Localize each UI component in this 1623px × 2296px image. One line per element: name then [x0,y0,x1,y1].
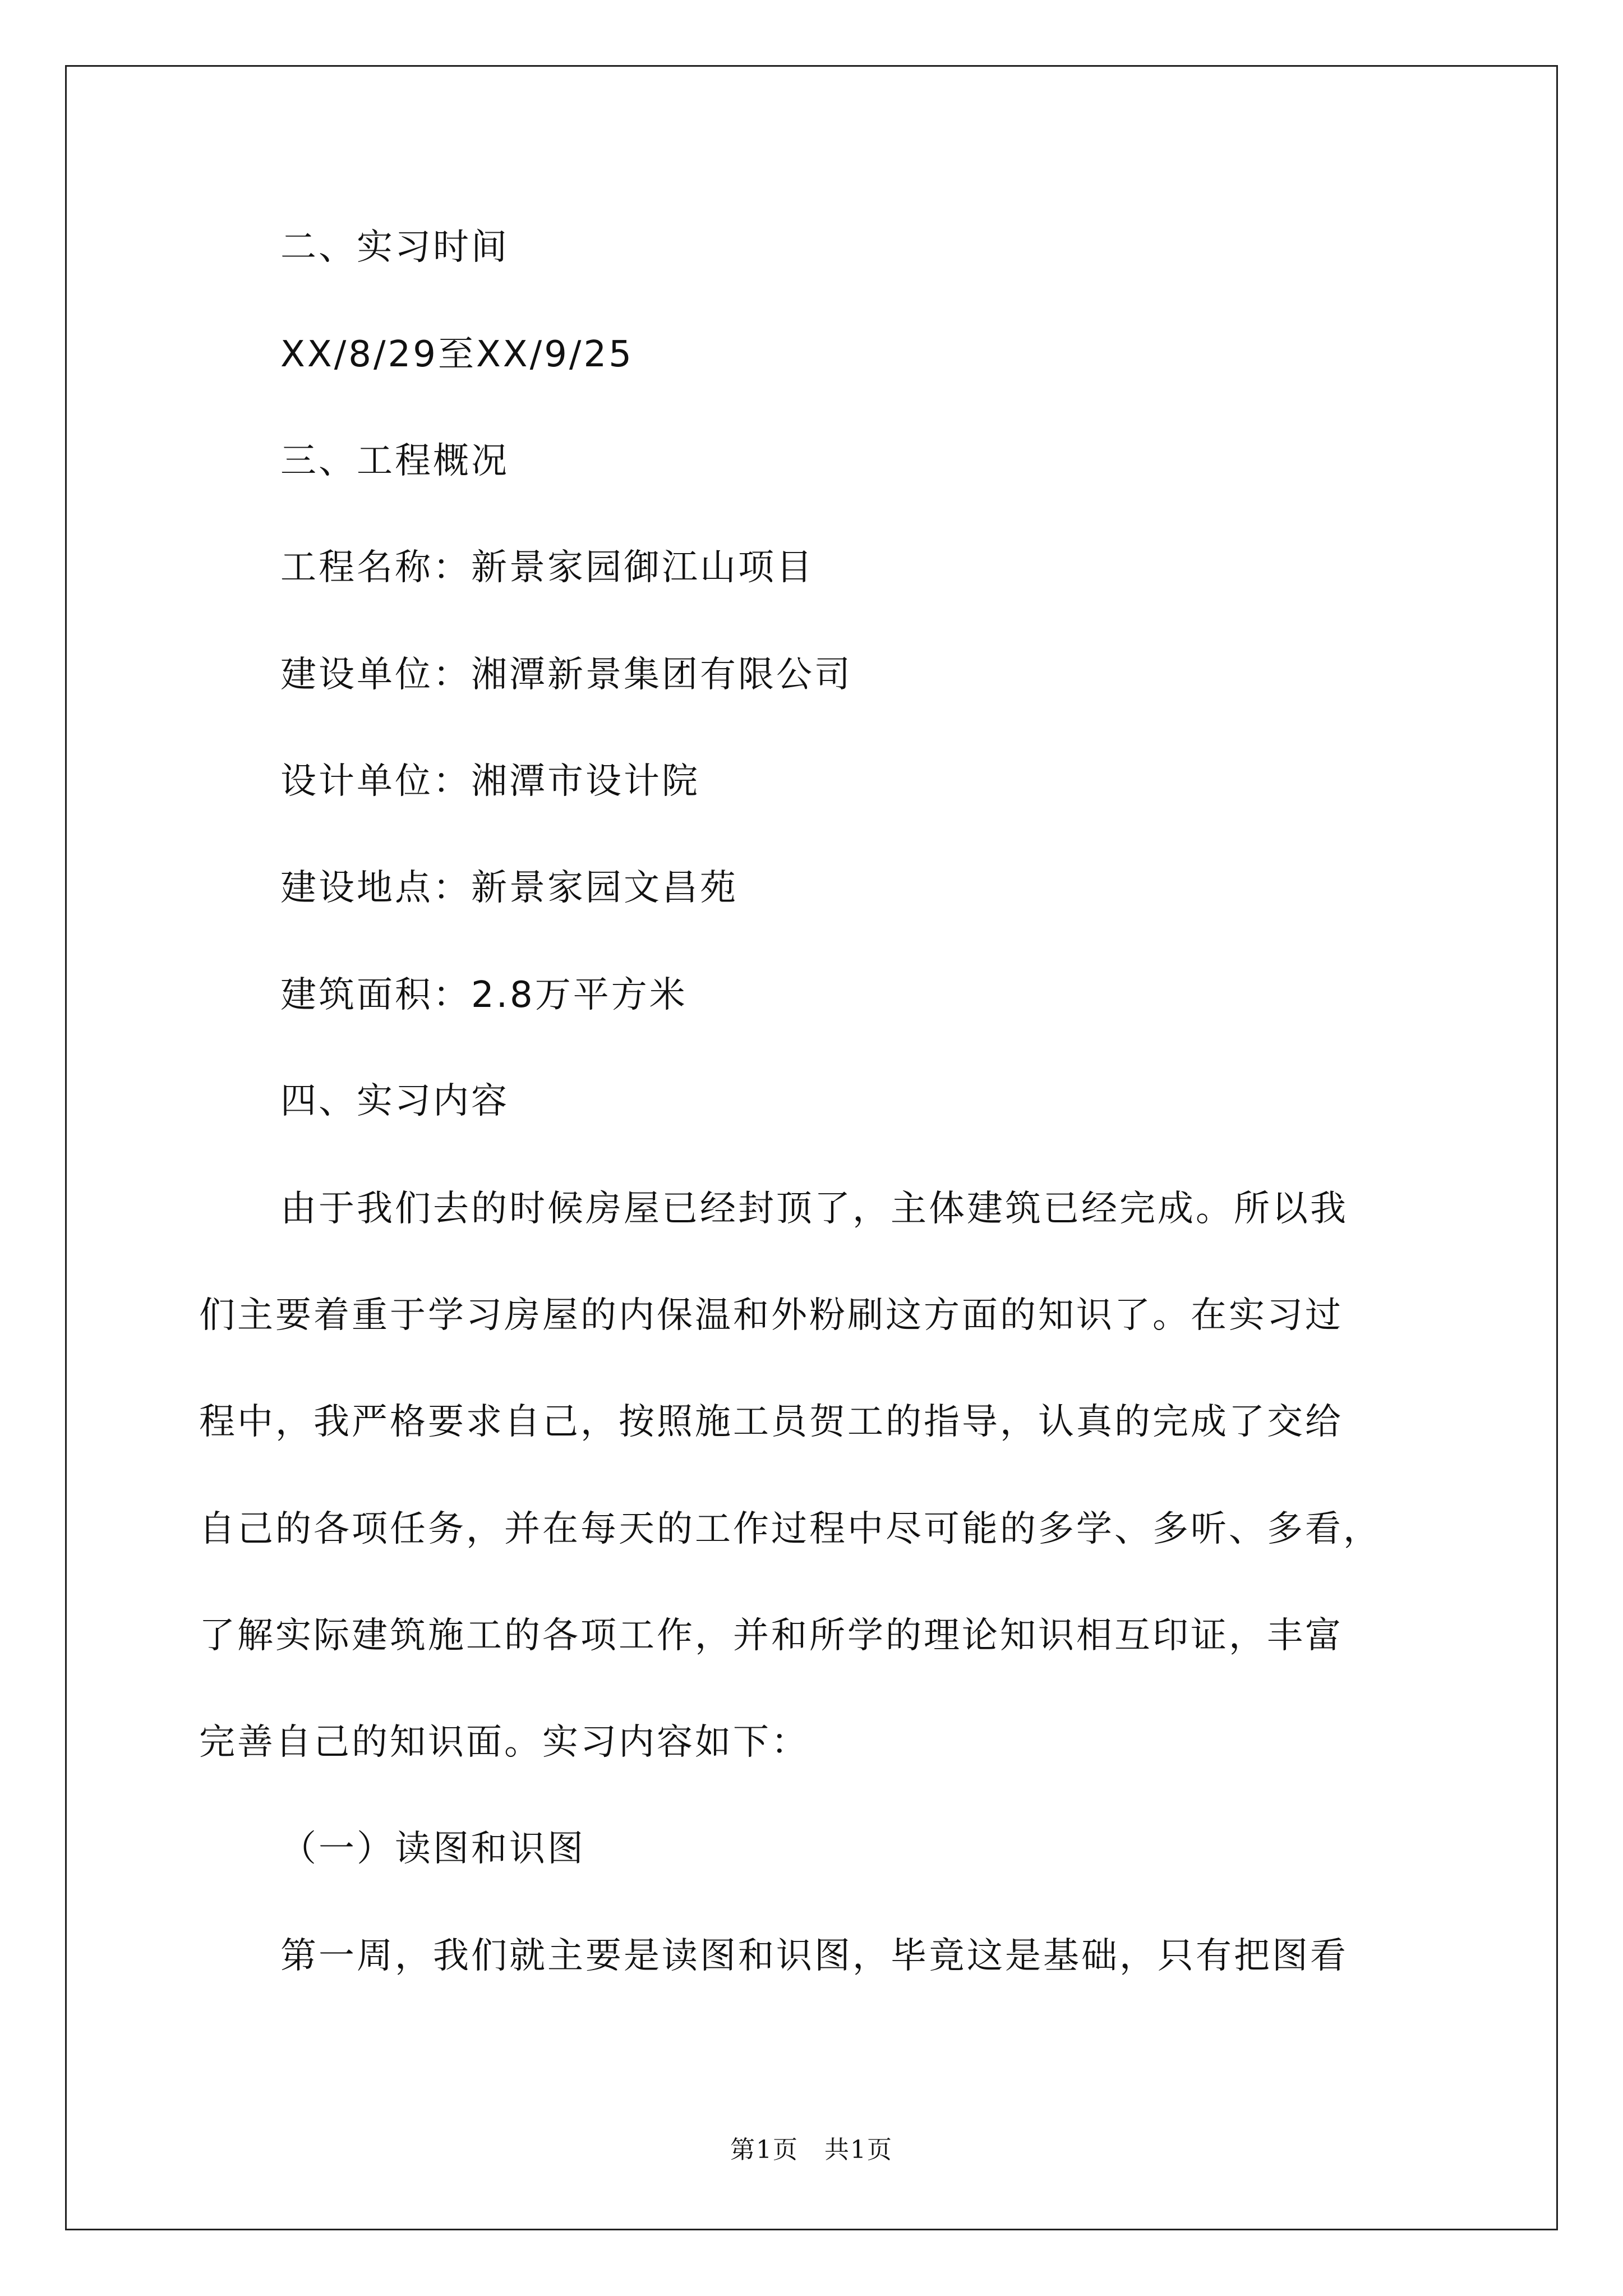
section-heading-internship-time: 二、实习时间 [280,227,509,268]
paragraph-line: 们主要着重于学习房屋的内保温和外粉刷这方面的知识了。在实习过 [199,1295,1343,1336]
page-number-footer: 第1页 共1页 [730,2136,893,2164]
page-border [65,65,1558,2230]
section-heading-project-overview: 三、工程概况 [280,440,509,482]
paragraph-line: 程中，我严格要求自己，按照施工员贺工的指导，认真的完成了交给 [199,1401,1343,1443]
paragraph-line: 了解实际建筑施工的各项工作，并和所学的理论知识相互印证，丰富 [199,1615,1343,1657]
paragraph-line: 自己的各项任务，并在每天的工作过程中尽可能的多学、多听、多看， [199,1508,1381,1550]
section-heading-internship-content: 四、实习内容 [280,1080,509,1122]
paragraph-line: 第一周，我们就主要是读图和识图，毕竟这是基础，只有把图看 [280,1935,1348,1977]
subsection-heading-drawings: （一）读图和识图 [280,1828,585,1870]
construction-unit-line: 建设单位：湘潭新景集团有限公司 [280,654,852,696]
paragraph-line: 完善自己的知识面。实习内容如下： [199,1722,809,1763]
design-unit-line: 设计单位：湘潭市设计院 [280,761,700,802]
project-name-line: 工程名称：新景家园御江山项目 [280,547,814,588]
paragraph-line: 由于我们去的时候房屋已经封顶了，主体建筑已经完成。所以我 [280,1188,1348,1230]
building-area-line: 建筑面积：2.8万平方米 [280,974,688,1016]
internship-dates: XX/8/29至XX/9/25 [280,334,634,375]
construction-site-line: 建设地点：新景家园文昌苑 [280,867,738,909]
